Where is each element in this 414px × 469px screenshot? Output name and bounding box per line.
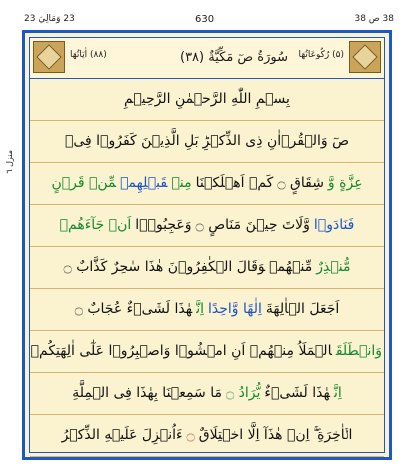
verse-segment: صٓ وَالۡقُرۡاٰنِ ذِى الذِّكۡرِؕ — [202, 133, 350, 149]
quran-line — [30, 162, 384, 205]
quran-line — [30, 246, 384, 289]
verse-segment: هٰذَا لَشَىۡءٌ — [264, 385, 330, 401]
verse-count: (۸۸) اٰيَاتُهَا — [70, 50, 107, 60]
verse-segment: وَقَالَ الۡكٰفِرُوۡنَ هٰذَا سٰحِرٌ كَذَّابٌ ۝ — [63, 259, 266, 275]
verse-segment: شِقَاقٍ ۝ — [277, 175, 324, 191]
quran-line — [30, 414, 384, 457]
verse-segment: مِّنۡهُمۡ — [269, 259, 313, 275]
manzil-marker: منزل ٦ — [5, 150, 14, 174]
ruku-count: (۵) رُكُوعَاتُهَا — [298, 50, 344, 60]
surah-info: 38 ص 38 — [354, 14, 394, 24]
page-inner-border — [29, 37, 385, 453]
verse-segment: اِنَّ — [333, 385, 342, 401]
verse-segment: وَعَجِبُوۡۤا — [135, 217, 192, 233]
quran-line — [30, 372, 384, 415]
surah-title: سُورَةُ صٓ مَكِّيَّةٌ (۳۸) — [180, 50, 288, 65]
verse-segment: اِلٰهًا وَّاحِدًا — [208, 301, 262, 317]
quran-line — [30, 288, 384, 331]
quran-line — [30, 330, 384, 373]
para-info: 23 وَمَالِيَ 23 — [24, 14, 75, 24]
verse-segment: عِزَّةٍ وَّ — [327, 175, 363, 191]
verse-segment: مِّنۡ قَرۡنٍ — [51, 175, 117, 191]
bismillah-line — [30, 78, 384, 121]
verse-segment: هٰذَا لَشَىۡءٌ عُجَابٌ ۝ — [74, 301, 193, 317]
verse-segment: اَجَعَلَ الۡاٰلِهَةَ — [265, 301, 340, 317]
verse-segment: اَنۡ جَآءَهُمۡ — [59, 217, 132, 233]
verse-segment: مِنۡ — [171, 175, 192, 191]
ornament-medallion-right — [349, 41, 381, 73]
verse-segment: وَّلَاتَ حِيۡنَ مَنَاصٍ ۝ — [195, 217, 310, 233]
ornament-medallion-left — [33, 41, 65, 73]
surah-header — [30, 38, 384, 79]
verse-segment: الۡمَلَاُ مِنۡهُمۡ اَنِ امۡشُوۡا وَاصۡبِرُوۡا عَلٰٓى اٰلِهَتِكُمۡ — [30, 343, 332, 359]
verse-segment: كَمۡ اَهۡلَكۡنَا — [195, 175, 274, 191]
verse-segment: وَانۡطَلَقَ — [335, 343, 382, 359]
page-top-bar — [24, 14, 394, 28]
verse-segment: الۡاٰخِرَةِ ۚۖ — [313, 427, 353, 443]
page-frame — [22, 30, 392, 460]
verse-segment: بِسۡمِ اللّٰهِ الرَّحۡمٰنِ الرَّحِيۡمِ — [124, 91, 290, 107]
verse-segment: قَبۡلِهِمۡ — [120, 175, 168, 191]
verse-segment: مَا سَمِعۡنَا بِهٰذَا فِى الۡمِلَّةِ — [72, 385, 222, 401]
verse-segment: ۝ — [186, 427, 195, 443]
verse-segment: فَنَادَوۡا — [313, 217, 355, 233]
verse-segment: اِنۡ هٰذَآ اِلَّا اخۡتِلَاقٌ — [198, 427, 310, 443]
verse-segment: بَلِ الَّذِيۡنَ كَفَرُوۡا فِىۡ — [64, 133, 199, 149]
quran-line — [30, 120, 384, 163]
quran-line — [30, 204, 384, 247]
verse-segment: مُّنۡذِرٌ — [316, 259, 351, 275]
verse-segment: اِنَّ — [196, 301, 204, 317]
verse-segment: يُّرَادُ ۝ — [226, 385, 261, 401]
verse-segment: ءَاُنۡزِلَ عَلَيۡهِ الذِّكۡرُ — [61, 427, 183, 443]
page-number: 630 — [195, 14, 215, 25]
